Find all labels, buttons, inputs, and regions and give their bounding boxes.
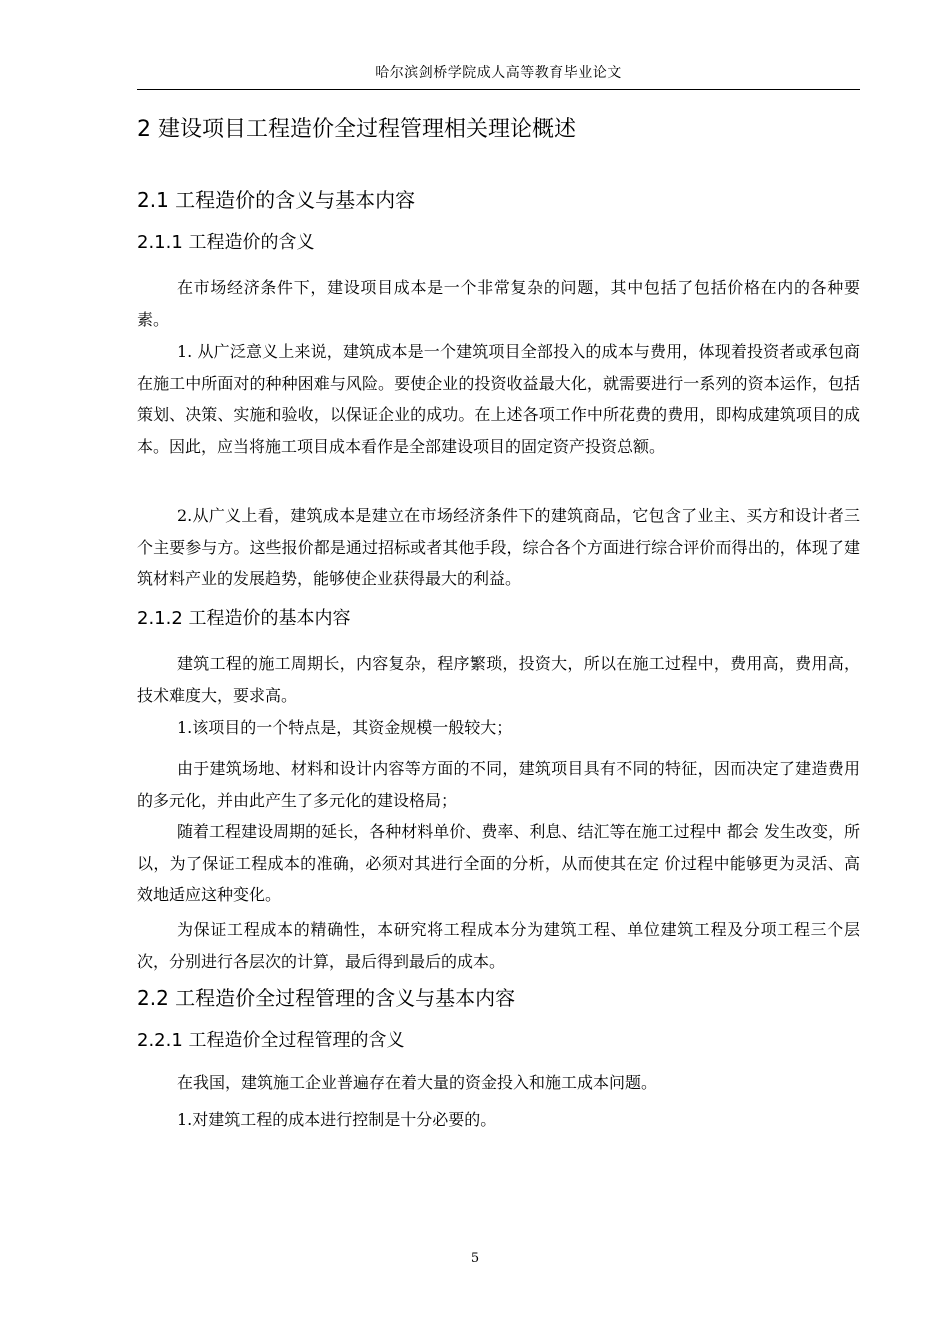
running-header: 哈尔滨剑桥学院成人高等教育毕业论文 xyxy=(375,65,622,81)
section-heading-2-2: 2.2 工程造价全过程管理的含义与基本内容 xyxy=(137,986,516,1010)
subsection-heading-2-1-2: 2.1.2 工程造价的基本内容 xyxy=(137,608,351,629)
header-divider xyxy=(137,89,860,90)
paragraph: 建筑工程的施工周期长，内容复杂，程序繁琐，投资大，所以在施工过程中，费用高，费用高，技术难度大，要求高。 xyxy=(137,654,860,705)
subsection-heading-2-2-1: 2.2.1 工程造价全过程管理的含义 xyxy=(137,1030,405,1051)
chapter-heading: 2 建设项目工程造价全过程管理相关理论概述 xyxy=(137,117,576,142)
section-heading-2-1: 2.1 工程造价的含义与基本内容 xyxy=(137,188,416,212)
subsection-heading-2-1-1: 2.1.1 工程造价的含义 xyxy=(137,232,315,253)
paragraph: 为保证工程成本的精确性，本研究将工程成本分为建筑工程、单位建筑工程及分项工程三个层次，分别进行各层次的计算，最后得到最后的成本。 xyxy=(137,920,860,971)
paragraph: 由于建筑场地、材料和设计内容等方面的不同，建筑项目具有不同的特征，因而决定了建造费用的多元化，并由此产生了多元化的建设格局； xyxy=(137,759,860,810)
paragraph: 2.从广义上看，建筑成本是建立在市场经济条件下的建筑商品，它包含了业主、买方和设计者三个主要参与方。这些报价都是通过招标或者其他手段，综合各个方面进行综合评价而得出的，体现了建筑材料产业的发展趋势，能够使企业获得最大的利益。 xyxy=(137,506,860,588)
paragraph: 1.对建筑工程的成本进行控制是十分必要的。 xyxy=(177,1110,497,1129)
paragraph: 1. 从广泛意义上来说，建筑成本是一个建筑项目全部投入的成本与费用，体现着投资者或承包商在施工中所面对的种种困难与风险。要使企业的投资收益最大化，就需要进行一系列的资本运作，包括策划、决策、实施和验收，以保证企业的成功。在上述各项工作中所花费的费用，即构成建筑项目的成本。因此，应当将施工项目成本看作是全部建设项目的固定资产投资总额。 xyxy=(137,342,860,456)
paragraph: 1.该项目的一个特点是，其资金规模一般较大； xyxy=(177,718,513,737)
paragraph: 在市场经济条件下，建设项目成本是一个非常复杂的问题，其中包括了包括价格在内的各种要素。 xyxy=(137,278,860,329)
page-number: 5 xyxy=(470,1251,480,1266)
paragraph: 随着工程建设周期的延长，各种材料单价、费率、利息、结汇等在施工过程中 都会 发生改变，所以，为了保证工程成本的准确，必须对其进行全面的分析，从而使其在定 价过程中能够更为灵活、高效地适应这种变化。 xyxy=(137,822,860,904)
paragraph: 在我国，建筑施工企业普遍存在着大量的资金投入和施工成本问题。 xyxy=(177,1073,658,1092)
